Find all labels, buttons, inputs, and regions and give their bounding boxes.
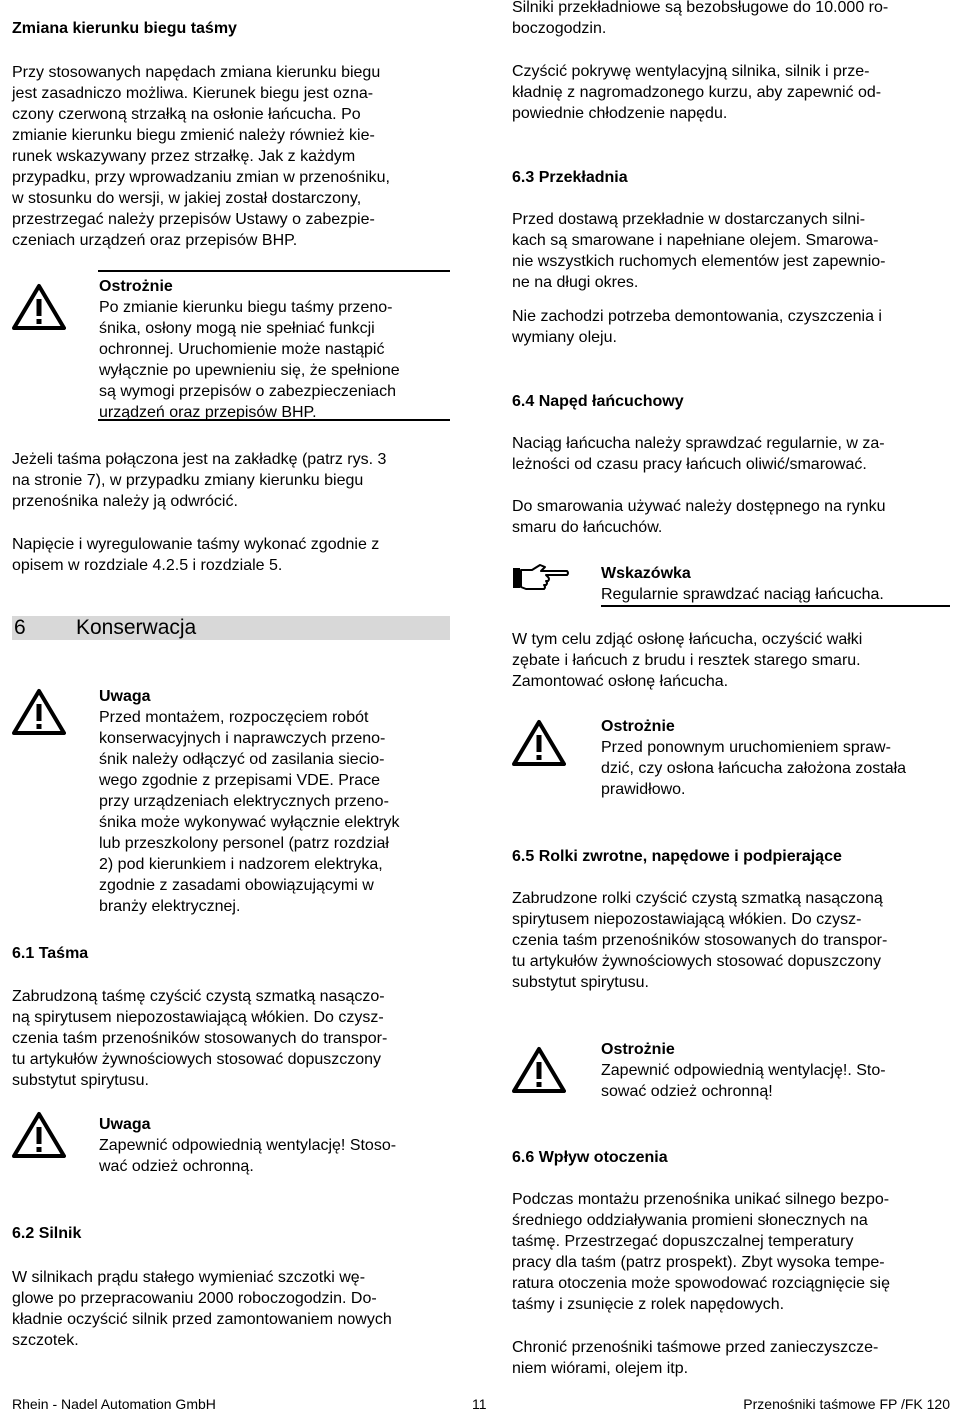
footer-company: Rhein - Nadel Automation GmbH xyxy=(12,1396,216,1412)
caution-body: Zapewnić odpowiednią wentylację!. Sto- sować odzież ochronną! xyxy=(601,1062,886,1100)
pointing-hand-icon xyxy=(512,562,570,592)
warning-triangle-icon xyxy=(12,1111,66,1159)
paragraph-gear-motors: Silniki przekładniowe są bezobsługowe do 10.000 ro- boczogodzin. xyxy=(512,0,889,37)
heading-6-1-belt: 6.1 Taśma xyxy=(12,945,89,962)
caution-body: Po zmianie kierunku biegu taśmy przeno- śnika, osłony mogą nie spełniać funkcji ochronnej. Uruchomienie może nastąpić wyłącznie po upewnieniu się, że spełnione są wymogi przepisów o zabezpieczeniach urządzeń oraz przepisów BHP. xyxy=(99,299,400,421)
paragraph-gearbox-lubrication: Przed dostawą przekładnie w dostarczanych silni- kach są smarowane i napełniane olejem. Smarowa- nie wszystkich ruchomych elementów jest zapewnio- ne na długi okres. xyxy=(512,211,886,291)
heading-6-4-chain-drive: 6.4 Napęd łańcuchowy xyxy=(512,393,684,410)
note-title: Uwaga xyxy=(99,688,151,705)
note-body: Przed montażem, rozpoczęciem robót konserwacyjnych i naprawczych przeno- śnik należy odłączyć od zasilania siecio- wego zgodnie z przepisami VDE. Prace przy urządzeniach elektrycznych przeno- śnika może wykonywać wyłącznie elektryk lub przeszkolony personel (patrz rozdział 2) pod kierunkiem i nadzorem elektryka, zgodnie z zasadami obowiązującymi w branży elektrycznej. xyxy=(99,709,400,915)
paragraph-overlap-joint: Jeżeli taśma połączona jest na zakładkę (patrz rys. 3 na stronie 7), w przypadku zmiany kierunku biegu przenośnika należy ją odwrócić. xyxy=(12,451,387,510)
warning-triangle-icon xyxy=(12,688,66,736)
caution-chain-guard xyxy=(601,716,950,800)
hint-body: Regularnie sprawdzać naciąg łańcucha. xyxy=(601,586,884,603)
footer-product: Przenośniki taśmowe FP /FK 120 xyxy=(743,1396,950,1412)
paragraph-no-oil-change: Nie zachodzi potrzeba demontowania, czyszczenia i wymiany oleju. xyxy=(512,308,882,346)
paragraph-chain-lubricant: Do smarowania używać należy dostępnego na rynku smaru do łańcuchów. xyxy=(512,498,886,536)
paragraph-chain-tension: Naciąg łańcucha należy sprawdzać regularnie, w za- leżności od czasu pracy łańcuch oliwić/smarować. xyxy=(512,435,885,473)
paragraph-belt-cleaning: Zabrudzoną taśmę czyścić czystą szmatką nasączo- ną spirytusem niepozostawiającą włókien. Do czysz- czenia taśm przenośników stosowanych do transpor- tu artykułów żywnościowych stosować dopuszczony substytut spirytusu. xyxy=(12,988,388,1089)
paragraph-motor-cleaning: Czyścić pokrywę wentylacyjną silnika, silnik i prze- kładnię z nagromadzonego kurzu, aby zapewnić od- powiednie chłodzenie napędu. xyxy=(512,63,882,122)
note-body: Zapewnić odpowiednią wentylację! Stoso- wać odzież ochronną. xyxy=(99,1137,397,1175)
heading-6-5-rollers: 6.5 Rolki zwrotne, napędowe i podpierające xyxy=(512,848,842,865)
paragraph-roller-cleaning: Zabrudzone rolki czyścić czystą szmatką nasączoną spirytusem niepozostawiającą włókien. Do czysz- czenia taśm przenośników stosowanych do transpor- tu artykułów żywnościowych stosować dopuszczony substytut spirytusu. xyxy=(512,890,888,991)
heading-belt-direction: Zmiana kierunku biegu taśmy xyxy=(12,20,237,37)
caution-title: Ostrożnie xyxy=(601,1041,675,1058)
hint-title: Wskazówka xyxy=(601,565,691,582)
paragraph-chain-cleaning: W tym celu zdjąć osłonę łańcucha, oczyścić wałki zębate i łańcuch z brudu i resztek starego smaru. Zamontować osłonę łańcucha. xyxy=(512,631,863,690)
note-disconnect-power xyxy=(99,686,450,917)
caution-body: Przed ponownym uruchomieniem spraw- dzić, czy osłona łańcucha założona została prawidłowo. xyxy=(601,739,907,798)
section-number: 6 xyxy=(14,616,26,639)
caution-direction xyxy=(99,276,450,423)
caution-bottom-rule xyxy=(98,419,450,421)
hint-bottom-rule xyxy=(601,605,950,607)
caution-title: Ostrożnie xyxy=(99,278,173,295)
heading-6-3-gearbox: 6.3 Przekładnia xyxy=(512,169,628,186)
paragraph-dc-motor-brushes: W silnikach prądu stałego wymieniać szczotki wę- glowe po przepracowaniu 2000 roboczogodzin. Do- kładnie oczyścić silnik przed zamontowaniem nowych szczotek. xyxy=(12,1269,392,1349)
paragraph-belt-direction: Przy stosowanych napędach zmiana kierunku biegu jest zasadniczo możliwa. Kierunek biegu jest ozna- czony czerwoną strzałką na osłonie łańcucha. Po zmianie kierunku biegu zmienić należy również kie- runek wskazywany przez strzałkę. Jak z każdym przypadku, przy wprowadzaniu zmian w przenośniku, w stosunku do wersji, w jakiej został dostarczony, przestrzegać należy przepisów Ustawy o zabezpie- czeniach urządzeń oraz przepisów BHP. xyxy=(12,64,390,249)
note-ventilation xyxy=(99,1114,450,1177)
warning-triangle-icon xyxy=(12,283,66,331)
heading-6-6-environment: 6.6 Wpływ otoczenia xyxy=(512,1149,668,1166)
caution-ventilation xyxy=(601,1039,950,1102)
hint-chain-tension xyxy=(601,563,950,605)
paragraph-tension: Napięcie i wyregulowanie taśmy wykonać zgodnie z opisem w rozdziale 4.2.5 i rozdziale 5. xyxy=(12,536,380,574)
note-title: Uwaga xyxy=(99,1116,151,1133)
warning-triangle-icon xyxy=(512,719,566,767)
heading-6-2-motor: 6.2 Silnik xyxy=(12,1225,82,1242)
paragraph-sunlight-temperature: Podczas montażu przenośnika unikać silnego bezpo- średniego oddziaływania promieni słonecznych na taśmę. Przestrzegać dopuszczalnej temperatury pracy dla taśm (patrz prospekt). Zbyt wysoka tempe- ratura otoczenia może spowodować rozciągnięcie się taśmy i zsunięcie z rolek napędowych. xyxy=(512,1191,890,1313)
warning-triangle-icon xyxy=(512,1046,566,1094)
section-header-maintenance xyxy=(12,616,450,640)
section-title: Konserwacja xyxy=(76,616,197,639)
paragraph-contamination: Chronić przenośniki taśmowe przed zanieczyszcze- niem wiórami, olejem itp. xyxy=(512,1339,879,1377)
caution-top-rule xyxy=(98,270,450,272)
footer-page-number: 11 xyxy=(472,1396,487,1412)
caution-title: Ostrożnie xyxy=(601,718,675,735)
